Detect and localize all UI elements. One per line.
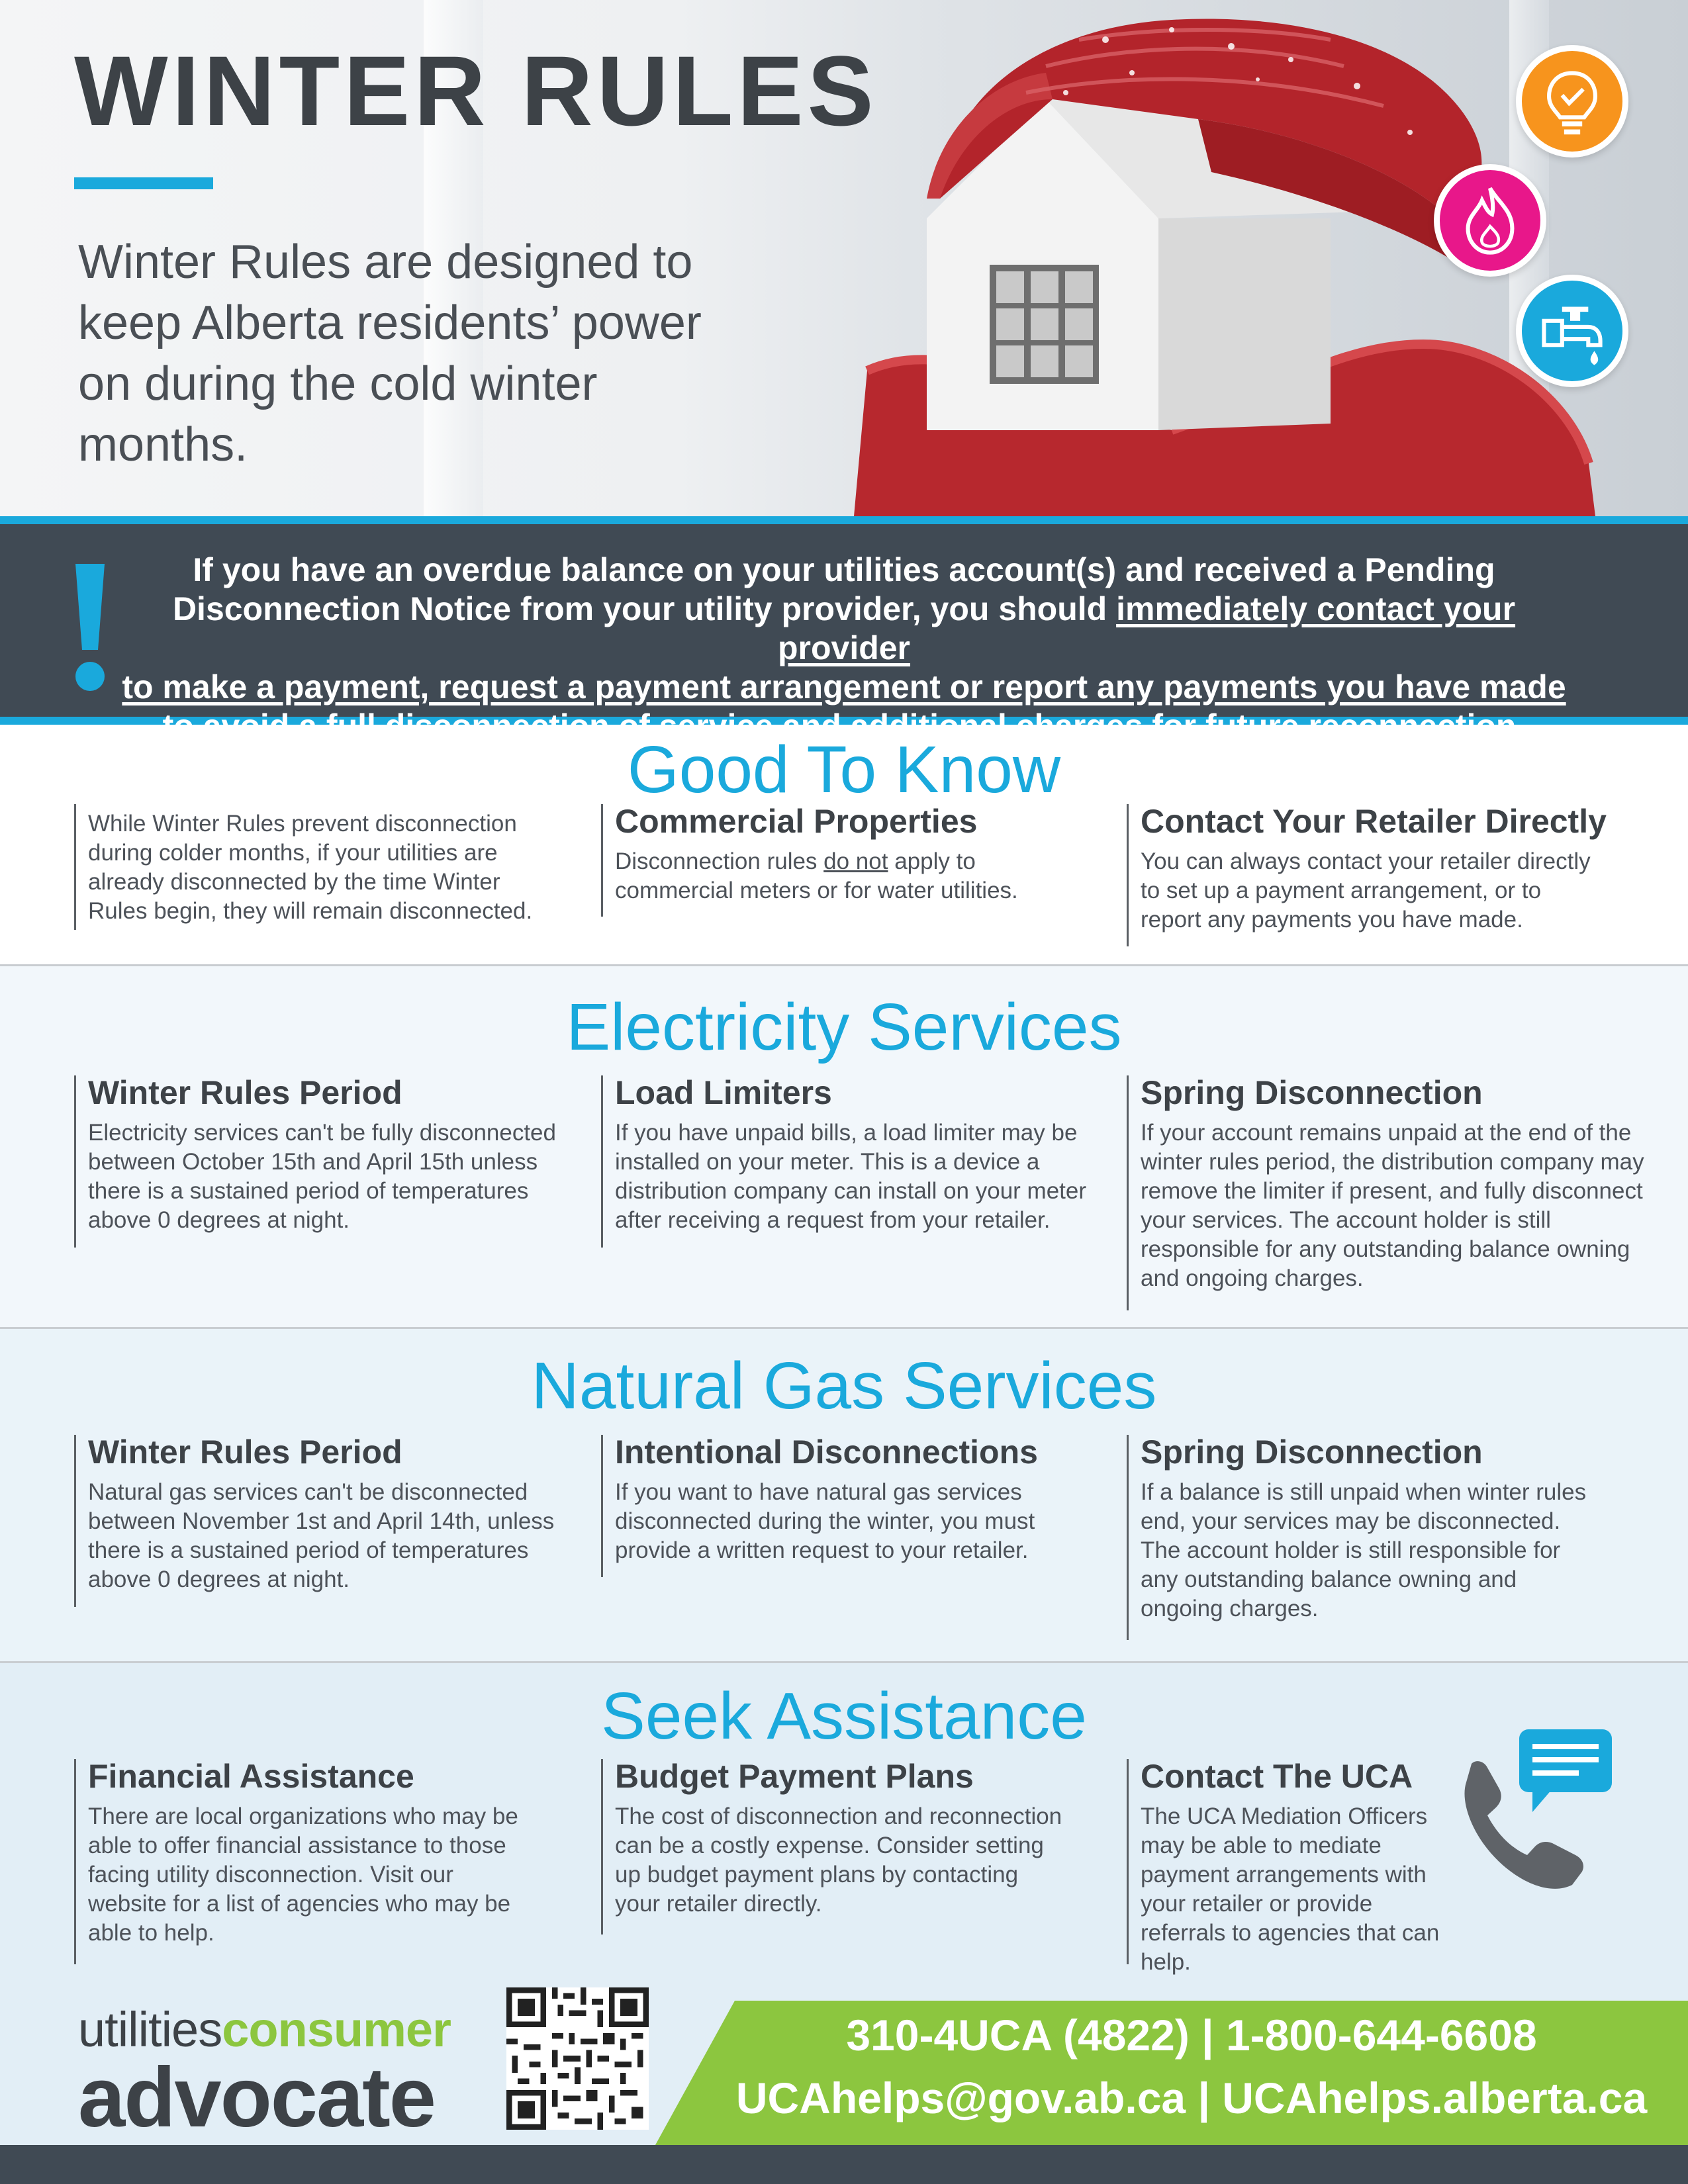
intro-text: Winter Rules are designed to keep Alberta residents’ power on during the cold winter months. [78, 236, 702, 471]
column-heading: Spring Disconnection [1141, 1433, 1483, 1471]
column-text: If a balance is still unpaid when winter rules end, your services may be disconnected. The account holder is still responsible for any outstanding balance owning and ongoing charges. [1141, 1479, 1587, 1621]
column-text: While Winter Rules prevent disconnection during colder months, if your utilities are already disconnected by the time Winter Rules begin, they will remain disconnected. [88, 811, 533, 924]
page-title: WINTER RULES [74, 35, 878, 146]
column-heading: Financial Assistance [88, 1758, 414, 1795]
column-text: If your account remains unpaid at the end of the winter rules period, the distribution company may remove the limiter if present, and fully disconnect your services. The account holder is still responsible for any outstanding balance owning and ongoing charges. [1141, 1119, 1644, 1291]
seek-assistance-column-1 [74, 1759, 590, 1964]
section-natural-gas-services [0, 1327, 1688, 1661]
section-title: Seek Assistance [601, 1679, 1087, 1753]
logo-line-1 [78, 2002, 502, 2057]
column-text: The cost of disconnection and reconnection can be a costly expense. Consider setting up budget payment plans by contacting your retailer directly. [615, 1803, 1062, 1917]
alert-line-2-text: Disconnection Notice from your utility provider, you should [172, 590, 1117, 627]
column-heading: Intentional Disconnections [615, 1433, 1038, 1471]
natural-gas-column-2 [601, 1435, 1117, 1577]
qr-code[interactable] [506, 1987, 649, 2130]
alert-emphasis-payment: to make a payment, request a payment arrangement or report any payments you have made [122, 668, 1566, 705]
column-heading: Spring Disconnection [1141, 1074, 1483, 1111]
column-text: The UCA Mediation Officers may be able to mediate payment arrangements with your retailer or provide referrals to agencies that can help. [1141, 1803, 1440, 1975]
column-text: Electricity services can't be fully disconnected between October 15th and April 15th unless there is a sustained period of temperatures above 0 degrees at night. [88, 1119, 556, 1233]
good-to-know-column-2 [601, 804, 1117, 917]
column-heading: Winter Rules Period [88, 1433, 402, 1471]
section-seek-assistance [0, 1661, 1688, 2005]
alert-emphasis-contact: immediately contact your provider [777, 590, 1516, 666]
column-text: If you want to have natural gas services disconnected during the winter, you must provide a written request to your retailer. [615, 1479, 1035, 1563]
title-underline [74, 177, 213, 189]
section-electricity-services [0, 964, 1688, 1327]
column-text: If you have unpaid bills, a load limiter may be installed on your meter. This is a device a distribution company can install on your meter after receiving a request from your retailer. [615, 1119, 1087, 1233]
electricity-column-1 [74, 1075, 590, 1248]
text-part: Disconnection rules [615, 848, 824, 874]
column-text: Natural gas services can't be disconnected between November 1st and April 14th, unless there is a sustained period of temperatures above 0 degrees at night. [88, 1479, 555, 1592]
column-heading: Winter Rules Period [88, 1074, 402, 1111]
column-heading: Load Limiters [615, 1074, 832, 1111]
section-title: Electricity Services [566, 990, 1122, 1064]
column-text [615, 847, 1052, 905]
section-good-to-know [0, 725, 1688, 964]
uca-logo [78, 2002, 502, 2145]
text-emphasis: do not [823, 848, 888, 874]
good-to-know-column-1 [74, 804, 590, 930]
text-part: apply to commercial meters or for water utilities. [615, 848, 1018, 903]
column-heading: Contact The UCA [1141, 1758, 1413, 1795]
column-heading: Commercial Properties [615, 803, 978, 840]
email-and-website[interactable]: UCAhelps@gov.ab.ca | UCAhelps.alberta.ca [735, 2073, 1648, 2122]
alert-line-1: If you have an overdue balance on your utilities account(s) and received a Pending [193, 551, 1495, 588]
phone-numbers[interactable]: 310-4UCA (4822) | 1-800-644-6608 [846, 2011, 1537, 2060]
logo-line-2: advocate [78, 2050, 435, 2145]
flame-icon [1434, 164, 1546, 277]
seek-assistance-column-3 [1127, 1758, 1458, 1975]
alert-line-2 [113, 590, 1575, 668]
alert-line-3 [113, 668, 1575, 707]
chat-bubble-icon [1519, 1729, 1612, 1812]
seek-assistance-column-2 [601, 1759, 1117, 1934]
section-title: Good To Know [627, 733, 1061, 807]
column-text: You can always contact your retailer directly to set up a payment arrangement, or to report any payments you have made. [1141, 848, 1591, 933]
good-to-know-column-3 [1127, 804, 1656, 946]
phone-icon [1446, 1723, 1625, 1895]
hero-banner [0, 0, 1688, 516]
logo-word: utilities [78, 2002, 222, 2057]
column-text: There are local organizations who may be able to offer financial assistance to those facing utility disconnection. Visit our website for a list of agencies who may be able to help. [88, 1803, 518, 1946]
natural-gas-column-3 [1127, 1435, 1656, 1640]
logo-word: consumer [222, 2002, 451, 2057]
lightbulb-icon [1516, 45, 1628, 158]
column-heading: Contact Your Retailer Directly [1141, 803, 1607, 840]
section-title: Natural Gas Services [531, 1349, 1157, 1423]
pending-disconnection-alert [0, 516, 1688, 725]
natural-gas-column-1 [74, 1435, 590, 1607]
column-heading: Budget Payment Plans [615, 1758, 974, 1795]
water-tap-icon [1516, 275, 1628, 387]
bottom-bar [0, 2145, 1688, 2184]
electricity-column-2 [601, 1075, 1117, 1248]
alert-message [113, 551, 1575, 746]
electricity-column-3 [1127, 1075, 1656, 1310]
